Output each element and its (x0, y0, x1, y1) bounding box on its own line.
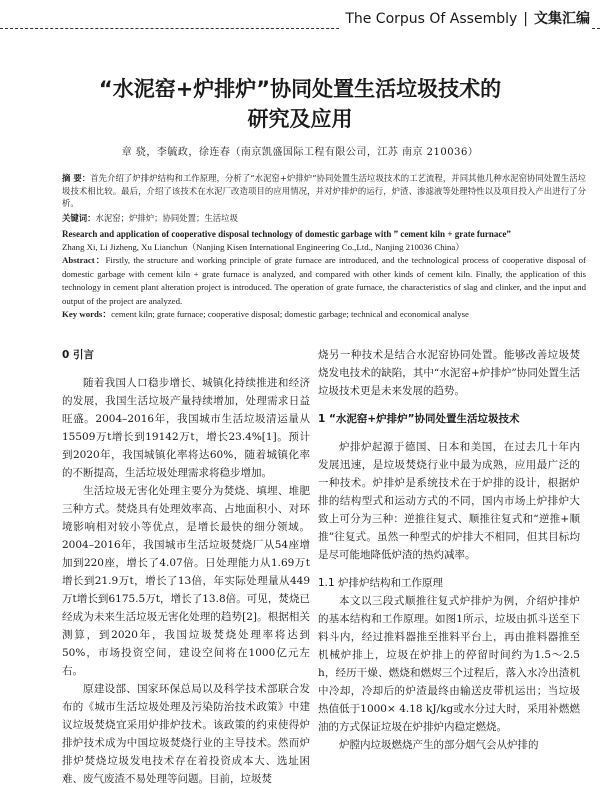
paragraph: 随着我国人口稳步增长、城镇化持续推进和经济的发展，我国生活垃圾产量持续增加，处理需求日益旺盛。2004–2016年，我国城市生活垃圾清运量从15509万t增长到19142万t，增长23.4%[1]。预计到2020年，我国城镇化率将达60%，随着城镇化率的不断提高，生活垃圾处理需求将稳步增加。 (62, 377, 310, 479)
abstract-zh-label: 摘 要： (62, 173, 91, 183)
title-line-2: 研究及应用 (247, 107, 353, 131)
keywords-zh (62, 212, 586, 225)
left-column (62, 346, 310, 788)
english-authors: Zhang Xi, Li Jizheng, Xu Lianchun（Nanjing Kisen International Engineering Co.,Ltd., Nanjing 210036 China） (62, 241, 465, 252)
paragraph: 炉膛内垃圾燃烧产生的部分烟气会从炉排的 (339, 739, 539, 751)
journal-brand (339, 8, 590, 30)
subsection-heading-1-1: 1.1 炉排炉结构和工作原理 (318, 577, 444, 589)
abstract-zh-text: 首先介绍了炉排炉结构和工作原理，分析了“水泥窑+炉排炉”协同处置生活垃圾技术的工艺流程，并同其他几种水泥窑协同处置生活垃圾技术相比较。最后，介绍了该技术在水泥厂改造项目的应用情况，并对炉排炉的运行，炉渣、渗滤液等处理特性以及项目投入产出进行了分析。 (62, 173, 586, 209)
paper-title (0, 74, 600, 134)
section-name: 文集汇编 (534, 11, 590, 27)
paragraph: 本文以三段式顺推往复式炉排炉为例，介绍炉排炉的基本结构和工作原理。如图1所示，垃圾由抓斗送至下料斗内，经过推料器推至推料平台上，再由推料器推至机械炉排上，垃圾在炉排上的停留时间约为1.5～2.5 h，经历干燥、燃烧和燃烬三个过程后，落入水冷出渣机中冷却，冷却后的炉渣最终由输送皮带机运出；当垃圾热值低于1000× 4.18 kJ/kg或水分过大时，采用补燃燃油的方式保证垃圾在炉排炉内稳定燃烧。 (318, 595, 580, 733)
abstract-en-label: Abstract： (62, 255, 106, 266)
english-title: Research and application of cooperative disposal technology of domestic garbage with ” cement kiln + grate furnace” (62, 229, 511, 240)
journal-name: The Corpus Of Assembly (345, 11, 518, 27)
paragraph: 烧另一种技术是结合水泥窑协同处置。能够改善垃圾焚烧发电技术的缺陷，其中“水泥窑+炉排炉”协同处置生活垃圾技术更是未来发展的趋势。 (318, 349, 580, 397)
abstract-block (62, 172, 586, 322)
paragraph: 生活垃圾无害化处理主要分为焚烧、填埋、堆肥三种方式。焚烧具有处理效率高、占地面积小、对环境影响相对较小等优点，是增长最快的细分领域。2004–2016年，我国城市生活垃圾焚烧厂从54座增加到220座，增长了4.07倍。日处理能力从1.69万t增长到21.9万t，增长了13倍，年实际处理量从449万t增长到6175.5万t，增长了13.8倍。可见，焚烧已经成为未来生活垃圾无害化处理的趋势[2]。根据相关测算，到2020年，我国垃圾焚烧处理率将达到50%，市场投资空间，建设空间将在1000亿元左右。 (62, 485, 310, 677)
paragraph: 炉排炉起源于德国、日本和美国，在过去几十年内发展迅速，是垃圾焚烧行业中最为成熟，应用最广泛的一种技术。炉排炉是系统技术在于炉排的设计，根据炉排的结构型式和运动方式的不同，国内市场上炉排炉大致上可分为三种：逆推往复式、顺推往复式和“逆推+顺推”往复式。虽然一种型式的炉排大不相同，但其目标均是尽可能地降低炉渣的热灼减率。 (318, 441, 580, 561)
section-heading-1: 1 “水泥窑+炉排炉”协同处置生活垃圾技术 (318, 413, 520, 425)
section-heading-intro: 0 引言 (62, 349, 94, 361)
title-line-1: “水泥窑+炉排炉”协同处置生活垃圾技术的 (98, 77, 502, 101)
header-separator: | (523, 11, 528, 27)
author-line: 章 骁，李毓政，徐连春（南京凯盛国际工程有限公司，江苏 南京 210036） (121, 147, 479, 158)
abstract-zh (62, 172, 586, 210)
abstract-en-text: Firstly, the structure and working principle of grate furnace are introduced, and the technological process of cooperative disposal of domestic garbage with cement kiln + grate furnace is analyzed, and compared with other kinds of cement kiln. Finally, the application of this technology in cement plant alteration project is introduced. The operation of grate furnace, the characteristics of slag and clinker, and the input and output of the project are analyzed. (62, 255, 586, 306)
paragraph: 原建设部、国家环保总局以及科学技术部联合发布的《城市生活垃圾处理及污染防治技术政策》中建议垃圾焚烧宜采用炉排炉技术。该政策的约束使得炉排炉技术成为中国垃圾焚烧行业的主导技术。然而炉排炉焚烧垃圾发电技术存在着投资成本大、选址困难、废气废渣不易处理等问题。目前，垃圾焚 (62, 683, 310, 785)
keywords-en-text: cement kiln; grate furnace; cooperative disposal; domestic garbage; technical and economical analyse (111, 309, 469, 320)
keywords-zh-text: 水泥窑；炉排炉；协同处置；生活垃圾 (95, 212, 238, 223)
keywords-en-label: Key words： (62, 309, 112, 320)
abstract-en (62, 254, 586, 308)
right-column (318, 346, 580, 754)
running-header (0, 8, 600, 30)
keywords-zh-label: 关键词： (62, 212, 96, 223)
keywords-en (62, 308, 586, 322)
